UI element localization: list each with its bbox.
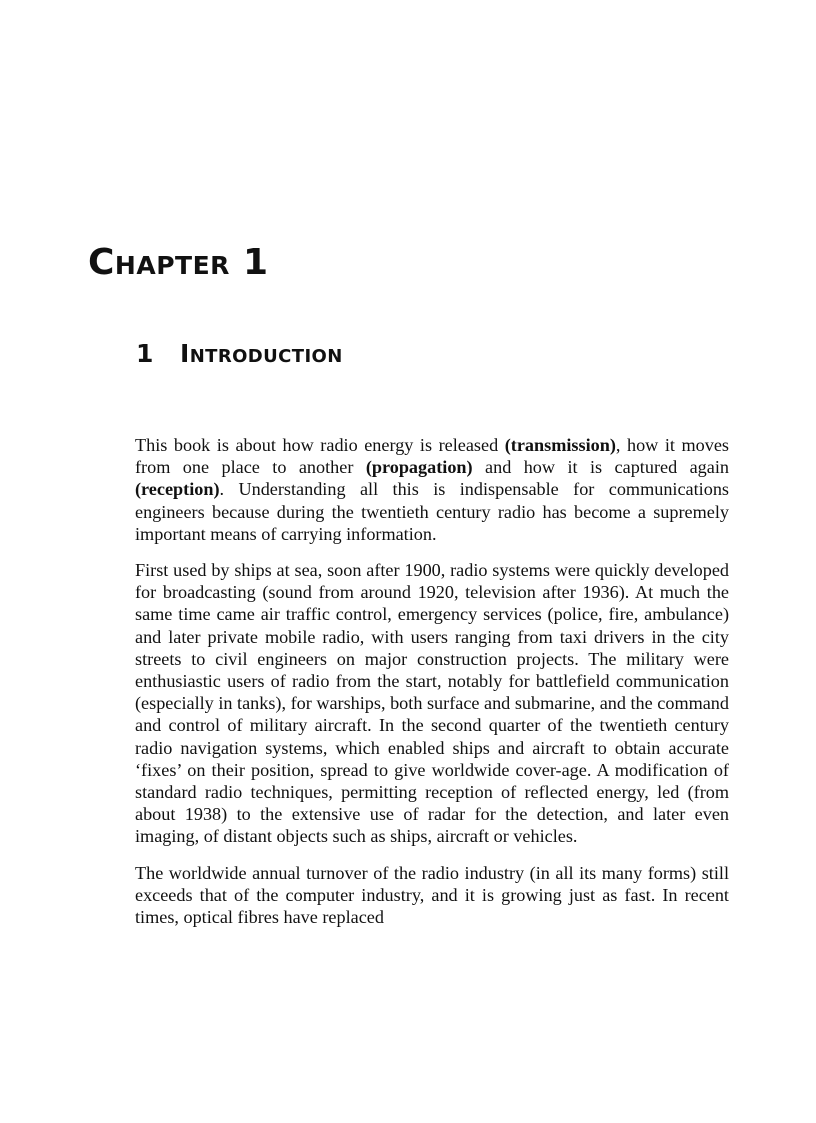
- paragraph-history: First used by ships at sea, soon after 1900, radio systems were quickly developed for broadcasting (sound from around 1920, television after 1936). At much the same time came air traffic control, emergency services (police, fire, ambulance) and later private mobile radio, with users ranging from taxi drivers in the city streets to civil engineers on major construction projects. The military were enthusiastic users of radio from the start, notably for battlefield communication (especially in tanks), for warships, both surface and submarine, and the command and control of military aircraft. In the second quarter of the twentieth century radio navigation systems, which enabled ships and aircraft to obtain accurate ‘fixes’ on their position, spread to give worldwide cover-age. A modification of standard radio techniques, permitting reception of reflected energy, led (from about 1938) to the extensive use of radar for the detection, and later even imaging, of distant objects such as ships, aircraft or vehicles.: [135, 560, 729, 847]
- chapter-heading: [88, 238, 269, 288]
- chapter-label: Chapter: [88, 242, 230, 283]
- section-number: 1: [136, 339, 154, 368]
- section-heading: [136, 334, 343, 374]
- paragraph-text-run: and how it is captured again: [472, 457, 729, 478]
- term-reception: (reception): [135, 479, 220, 500]
- section-title: Introduction: [180, 339, 343, 368]
- body-text: [135, 434, 729, 942]
- paragraph-intro: [135, 434, 729, 545]
- term-propagation: (propagation): [365, 457, 473, 478]
- chapter-number: 1: [242, 242, 269, 283]
- paragraph-text-run: . Understanding all this is indispensable for communications engineers because during the twentieth century radio has become a supremely important means of carrying information.: [135, 479, 729, 544]
- paragraph-text-run: , how it moves from one place to another: [135, 435, 729, 478]
- paragraph-industry: The worldwide annual turnover of the radio industry (in all its many forms) still exceeds that of the computer industry, and it is growing just as fast. In recent times, optical fibres have replaced: [135, 862, 729, 928]
- term-transmission: (transmission): [504, 435, 616, 455]
- paragraph-text-run: This book is about how radio energy is released: [135, 435, 505, 455]
